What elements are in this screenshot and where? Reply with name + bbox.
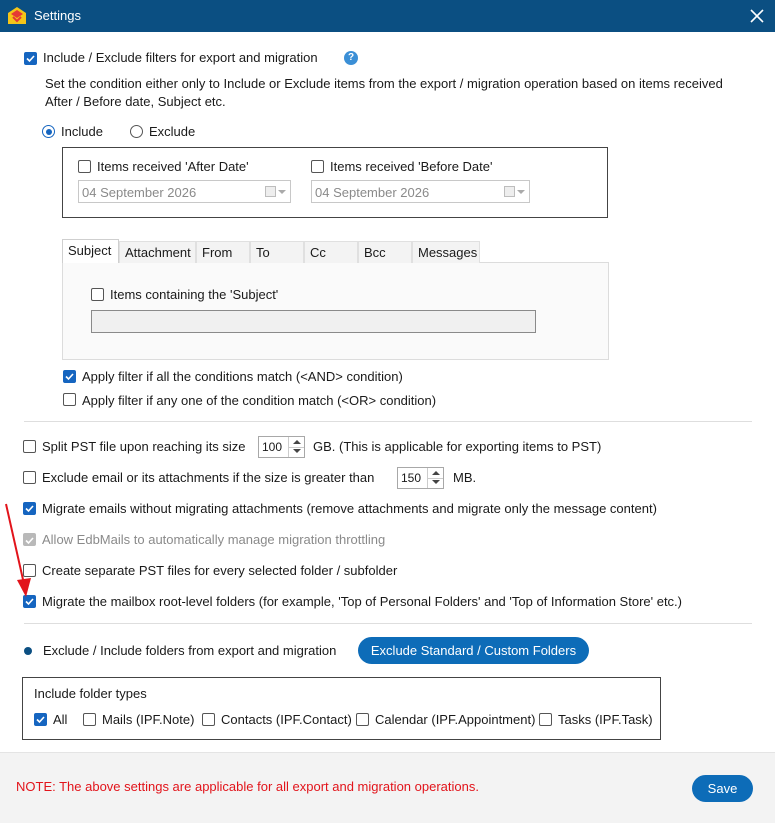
after-date-checkbox[interactable] [78, 160, 91, 173]
after-date-label: Items received 'After Date' [97, 159, 249, 174]
folder-type-calendar-checkbox[interactable] [356, 713, 369, 726]
divider [24, 623, 752, 624]
tab-from[interactable]: From [196, 241, 250, 263]
help-icon[interactable]: ? [344, 51, 358, 65]
folder-type-all-label: All [53, 712, 68, 727]
chevron-down-icon [278, 190, 286, 194]
split-pst-checkbox[interactable] [23, 440, 36, 453]
tab-subject[interactable]: Subject [62, 239, 119, 263]
annotation-arrow-icon [0, 500, 40, 600]
tab-to[interactable]: To [250, 241, 304, 263]
tab-messages[interactable]: Messages [412, 241, 480, 263]
before-date-picker[interactable] [311, 180, 530, 203]
filters-label: Include / Exclude filters for export and migration [43, 50, 318, 65]
stepper-up-icon[interactable] [293, 440, 301, 444]
tab-cc[interactable]: Cc [304, 241, 358, 263]
and-condition-checkbox[interactable] [63, 370, 76, 383]
exclude-size-stepper[interactable] [397, 467, 444, 489]
folder-type-calendar-label: Calendar (IPF.Appointment) [375, 712, 536, 727]
filters-checkbox[interactable] [24, 52, 37, 65]
stepper-down-icon[interactable] [432, 480, 440, 484]
exclude-size-checkbox[interactable] [23, 471, 36, 484]
calendar-icon [265, 186, 276, 197]
tab-attachment[interactable]: Attachment [119, 241, 196, 263]
close-icon[interactable] [748, 7, 766, 25]
filters-description-line1: Set the condition either only to Include or Exclude items from the export / migration operation based on items received [45, 76, 723, 91]
and-condition-label: Apply filter if all the conditions match (<AND> condition) [82, 369, 403, 384]
or-condition-checkbox[interactable] [63, 393, 76, 406]
split-pst-suffix: GB. (This is applicable for exporting items to PST) [313, 439, 602, 454]
bullet-icon [24, 647, 32, 655]
before-date-label: Items received 'Before Date' [330, 159, 493, 174]
folder-type-all-checkbox[interactable] [34, 713, 47, 726]
window-title: Settings [34, 8, 81, 23]
chevron-down-icon [517, 190, 525, 194]
split-pst-stepper[interactable] [258, 436, 305, 458]
include-radio[interactable] [42, 125, 55, 138]
migrate-no-attachments-label: Migrate emails without migrating attachments (remove attachments and migrate only the message content) [42, 501, 657, 516]
root-folders-label: Migrate the mailbox root-level folders (for example, 'Top of Personal Folders' and 'Top of Information Store' etc.) [42, 594, 683, 609]
save-button[interactable]: Save [692, 775, 753, 802]
exclude-folders-button[interactable]: Exclude Standard / Custom Folders [358, 637, 589, 664]
folder-type-mails-label: Mails (IPF.Note) [102, 712, 195, 727]
exclude-radio-label: Exclude [149, 124, 196, 139]
split-pst-value: 100 [262, 440, 283, 454]
folder-type-mails-checkbox[interactable] [83, 713, 96, 726]
calendar-icon [504, 186, 515, 197]
after-date-picker[interactable] [78, 180, 291, 203]
after-date-value: 04 September 2026 [82, 185, 197, 200]
divider [24, 421, 752, 422]
filters-description-line2: After / Before date, Subject etc. [45, 94, 226, 109]
folder-types-title: Include folder types [34, 686, 147, 701]
or-condition-label: Apply filter if any one of the condition match (<OR> condition) [82, 393, 437, 408]
before-date-value: 04 September 2026 [315, 185, 430, 200]
exclude-size-label: Exclude email or its attachments if the size is greater than [42, 470, 375, 485]
subject-input[interactable] [91, 310, 536, 333]
folder-type-tasks-checkbox[interactable] [539, 713, 552, 726]
subject-checkbox-label: Items containing the 'Subject' [110, 287, 279, 302]
throttling-label: Allow EdbMails to automatically manage migration throttling [42, 532, 386, 547]
folder-type-tasks-label: Tasks (IPF.Task) [558, 712, 653, 727]
include-radio-label: Include [61, 124, 103, 139]
subject-checkbox[interactable] [91, 288, 104, 301]
before-date-checkbox[interactable] [311, 160, 324, 173]
footer-note: NOTE: The above settings are applicable for all export and migration operations. [16, 779, 479, 794]
exclude-include-folders-label: Exclude / Include folders from export and migration [43, 643, 337, 658]
edbmails-logo-icon [6, 6, 28, 26]
title-bar [0, 0, 775, 32]
stepper-down-icon[interactable] [293, 449, 301, 453]
exclude-size-value: 150 [401, 471, 422, 485]
tab-bcc[interactable]: Bcc [358, 241, 412, 263]
folder-type-contacts-label: Contacts (IPF.Contact) [221, 712, 352, 727]
exclude-size-suffix: MB. [453, 470, 477, 485]
exclude-radio[interactable] [130, 125, 143, 138]
separate-pst-label: Create separate PST files for every selected folder / subfolder [42, 563, 398, 578]
folder-type-contacts-checkbox[interactable] [202, 713, 215, 726]
split-pst-label: Split PST file upon reaching its size [42, 439, 246, 454]
stepper-up-icon[interactable] [432, 471, 440, 475]
